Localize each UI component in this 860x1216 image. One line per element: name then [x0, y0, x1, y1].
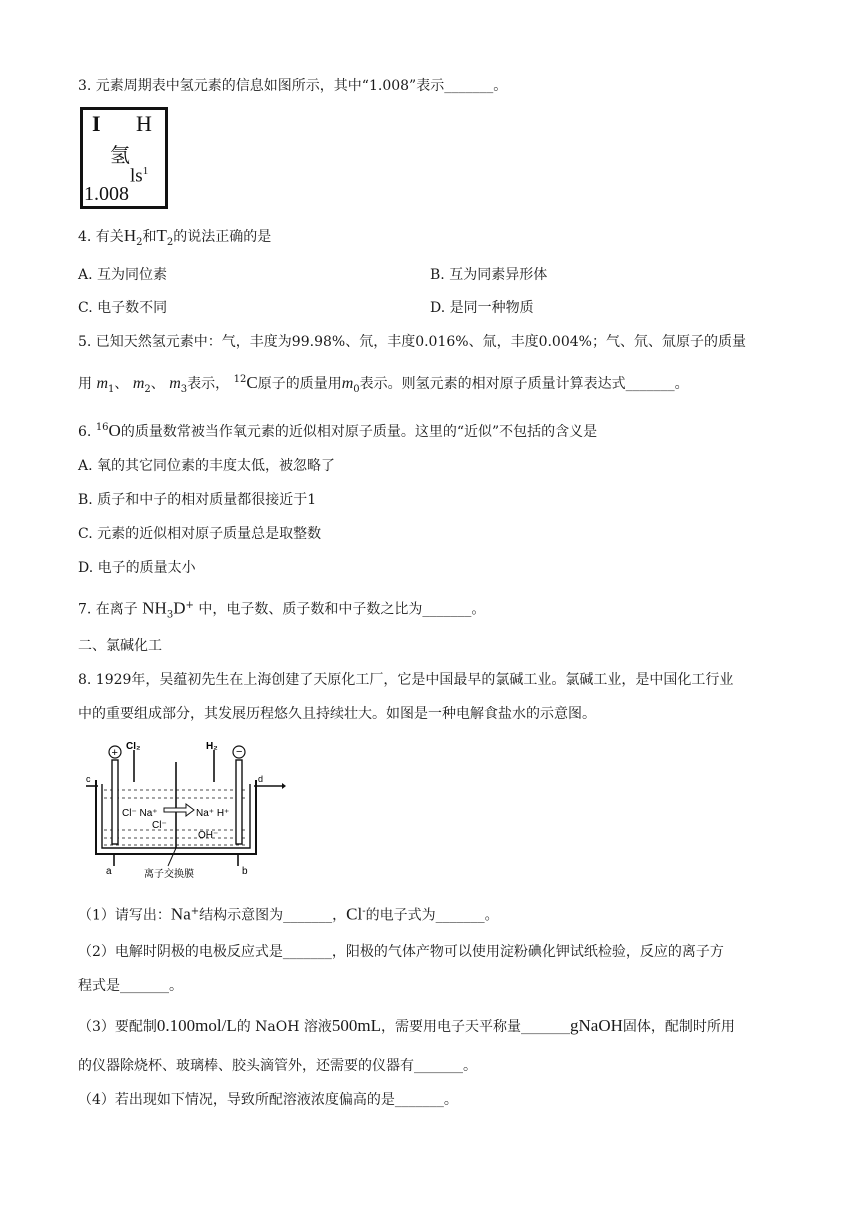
- q6-option-b: B. 质子和中子的相对质量都很接近于1: [78, 492, 317, 508]
- q8-part2-line1: （2）电解时阴极的电极反应式是_______，阳极的气体产物可以使用淀粉碘化钾试纸检验，反应的离子方: [78, 944, 724, 960]
- label-h2: H₂: [206, 742, 218, 752]
- card-config: $ls^1$: [130, 165, 149, 187]
- label-b: b: [242, 866, 248, 877]
- low-oh-ion: OH⁻: [198, 830, 219, 841]
- q7-stem: 7. 在离子 $NH_3D^+$ 中，电子数、质子数和中子数之比为_______。: [78, 598, 486, 621]
- q6-stem: 6. $^{16}$O的质量数常被当作氧元素的近似相对原子质量。这里的“近似”不包括的含义是: [78, 421, 598, 440]
- q8-part2-line2: 程式是_______。: [78, 978, 183, 994]
- q6-option-c: C. 元素的近似相对原子质量总是取整数: [78, 526, 322, 542]
- q3-text: 3. 元素周期表中氢元素的信息如图所示，其中“1.008”表示_______。: [78, 78, 508, 94]
- q5-line2: 用 $m_1$、 $m_2$、 $m_3$表示， $^{12}$C原子的质量用$m_0$表示。则氢元素的相对原子质量计算表达式_______。: [78, 373, 689, 395]
- q6-option-d: D. 电子的质量太小: [78, 560, 196, 576]
- low-cl-ion: Cl⁻: [152, 820, 167, 831]
- q8-part3-line1: （3）要配制0.100mol/L的 NaOH 溶液500mL，需要用电子天平称量_______gNaOH固体，配制时所用: [78, 1016, 735, 1035]
- q5-line1: 5. 已知天然氢元素中：气，丰度为99.98%、氘，丰度0.016%、氚，丰度0.004%；气、氘、氚原子的质量: [78, 334, 746, 350]
- label-c: c: [86, 774, 91, 784]
- q4-option-c: C. 电子数不同: [78, 300, 168, 316]
- section-title: 二、氯碱化工: [78, 638, 162, 654]
- q8-line2: 中的重要组成部分，其发展历程悠久且持续壮大。如图是一种电解食盐水的示意图。: [78, 706, 596, 722]
- card-name: 氢: [110, 143, 130, 167]
- q8-line1: 8. 1929年，吴蕴初先生在上海创建了天原化工厂，它是中国最早的氯碱工业。氯碱工业，是中国化工行业: [78, 672, 734, 688]
- q8-part4: （4）若出现如下情况，导致所配溶液浓度偏高的是_______。: [78, 1092, 458, 1108]
- q6-option-a: A. 氧的其它同位素的丰度太低，被忽略了: [78, 458, 336, 474]
- card-symbol: H: [136, 111, 152, 136]
- q8-part3-line2: 的仪器除烧杯、玻璃棒、胶头滴管外，还需要的仪器有_______。: [78, 1058, 477, 1074]
- membrane-label: 离子交换膜: [144, 869, 194, 880]
- q8-part1: （1）请写出：Na+结构示意图为_______，Cl-的电子式为_______。: [78, 904, 499, 924]
- q4-option-a: A. 互为同位素: [78, 267, 168, 283]
- q4-stem: 4. 有关$H_2$和$T_2$的说法正确的是: [78, 226, 272, 248]
- card-period: I: [92, 111, 101, 136]
- q4-option-d: D. 是同一种物质: [430, 300, 534, 316]
- left-ions: Cl⁻ Na⁺: [122, 808, 158, 819]
- label-d: d: [258, 774, 264, 784]
- right-ions: Na⁺ H⁺: [196, 808, 230, 819]
- element-card-hydrogen: [80, 107, 168, 209]
- q4-option-b: B. 互为同素异形体: [430, 267, 548, 283]
- label-a: a: [106, 866, 112, 877]
- anode-sign: +: [111, 747, 118, 759]
- cathode-sign: −: [236, 746, 243, 758]
- electrolysis-cell-diagram: [86, 742, 286, 882]
- label-cl2: Cl₂: [126, 742, 141, 752]
- card-mass: 1.008: [84, 183, 129, 205]
